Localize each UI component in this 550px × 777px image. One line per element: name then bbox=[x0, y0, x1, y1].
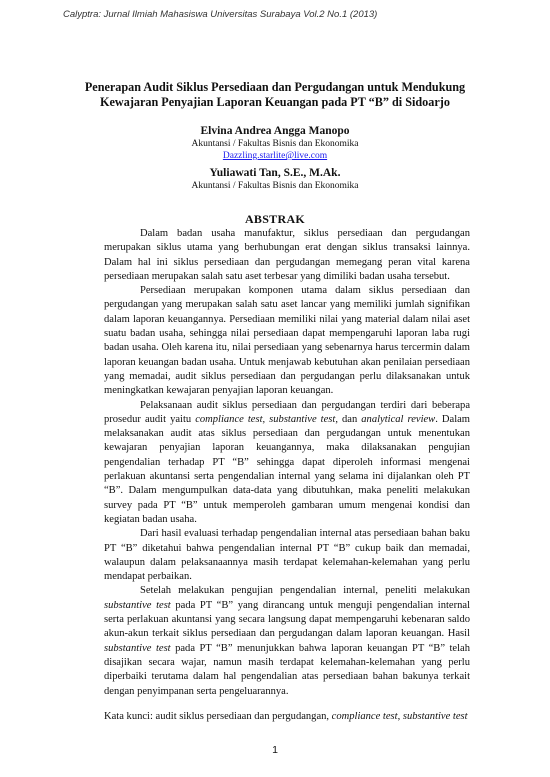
author-name: Elvina Andrea Angga Manopo bbox=[200, 125, 350, 137]
abstract-heading: ABSTRAK bbox=[244, 212, 306, 226]
keywords: Kata kunci: audit siklus persediaan dan pergudangan, compliance test, substantive test bbox=[104, 710, 468, 722]
paper-title bbox=[60, 80, 490, 110]
abstract-paragraph: Dalam badan usaha manufaktur, siklus persediaan dan pergudangan merupakan siklus utama yang berhubungan erat dengan siklus transaksi lainnya. Dalam hal ini siklus persediaan dan pergudangan memegang peran vital karena persediaan merupakan salah satu aset terbesar yang dimiliki badan usaha tersebut. bbox=[104, 228, 470, 282]
abstract-paragraph: Persediaan merupakan komponen utama dalam siklus persediaan dan pergudangan yang merupakan salah satu aset lancar yang memiliki jumlah signifikan dalam laporan keuangannya. Persediaan memiliki nilai yang material dalam nilai aset suatu badan usaha, sehingga nilai persediaan dapat mempengaruhi laporan laba rugi badan usaha. Oleh karena itu, nilai persediaan yang sebenarnya harus tercermin dalam laporan keuangan badan usaha. Untuk menjawab kebutuhan akan penilaian persediaan yang memadai, audit siklus persediaan dan pergudangan perlu dilaksanakan untuk meningkatkan kewajaran penyajian laporan keuangan. bbox=[104, 285, 470, 397]
title-line-2: Kewajaran Penyajian Laporan Keuangan pada PT “B” di Sidoarjo bbox=[100, 95, 450, 109]
abstract-paragraph: Setelah melakukan pengujian pengendalian internal, peneliti melakukan substantive test pada PT “B” yang dirancang untuk menguji pengendalian internal serta perlakuan akuntansi yang secara langsung dapat mempengaruhi kebenaran saldo akun-akun terkait siklus persediaan dan pergudangan dalam laporan keuangan. Hasil substantive test pada PT “B” menunjukkan bahwa laporan keuangan PT “B” telah disajikan secara wajar, namun masih terdapat kelemahan-kelemahan yang perlu diperbaiki terutama dalam hal pengendalian atas persediaan bahan bakunya terkait dengan penyimpanan serta pengeluarannya. bbox=[104, 585, 470, 697]
author-block-1 bbox=[60, 124, 490, 162]
author-name: Yuliawati Tan, S.E., M.Ak. bbox=[209, 167, 341, 179]
page-number: 1 bbox=[272, 744, 278, 756]
author-affiliation: Akuntansi / Fakultas Bisnis dan Ekonomika bbox=[191, 181, 359, 191]
author-affiliation: Akuntansi / Fakultas Bisnis dan Ekonomika bbox=[191, 139, 359, 149]
title-line-1: Penerapan Audit Siklus Persediaan dan Pergudangan untuk Mendukung bbox=[84, 80, 466, 94]
author-block-2 bbox=[60, 166, 490, 192]
abstract-paragraph: Dari hasil evaluasi terhadap pengendalian internal atas persediaan bahan baku PT “B” diketahui bahwa pengendalian internal PT “B” cukup baik dan memadai, walaupun dalam pelaksanaannya masih terdapat kelemahan-kelemahan yang perlu mendapat perbaikan. bbox=[104, 528, 470, 583]
abstract-body bbox=[104, 227, 470, 724]
running-head: Calyptra: Jurnal Ilmiah Mahasiswa Universitas Surabaya Vol.2 No.1 (2013) bbox=[63, 9, 378, 20]
abstract-paragraph: Pelaksanaan audit siklus persediaan dan pergudangan terdiri dari beberapa prosedur audit yaitu compliance test, substantive test, dan analytical review. Dalam melaksanakan audit atas siklus persediaan dan pergudangan untuk menentukan kewajaran penyajian laporan keuangannya, maka dilaksanakan pengujian pengendalian terhadap PT “B” sehingga dapat diperoleh informasi mengenai perlakuan akuntansi serta pengendalian internal yang selama ini dijalankan oleh PT “B”. Dalam mengumpulkan data-data yang dibutuhkan, maka peneliti melakukan survey pada PT “B” untuk memperoleh gambaran umum mengenai kondisi dan kegiatan badan usaha. bbox=[104, 399, 471, 525]
author-email-link[interactable]: Dazzling.starlite@live.com bbox=[222, 151, 328, 161]
